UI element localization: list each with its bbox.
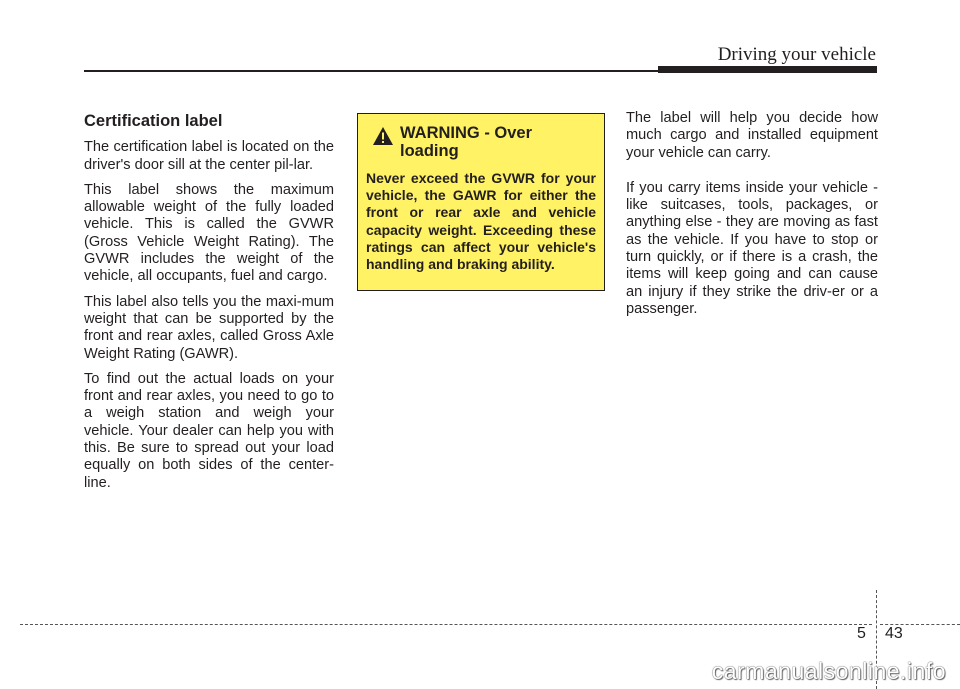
page-number: 43 <box>885 625 903 642</box>
left-column <box>84 110 334 500</box>
right-column <box>626 110 878 336</box>
warning-title <box>366 124 596 160</box>
warning-box <box>357 113 605 291</box>
paragraph: The certification label is located on the driver's door sill at the center pil-lar. <box>84 139 334 173</box>
paragraph: If you carry items inside your vehicle - like suitcases, tools, packages, or anything else - they are moving as fast as the vehicle. If you have to stop or turn quickly, or if there is a crash, the items will keep going and can cause an injury if they strike the driv-er or a passenger. <box>626 179 878 317</box>
section-heading: Certification label <box>84 112 223 130</box>
chapter-number: 5 <box>857 625 866 642</box>
paragraph: This label also tells you the maxi-mum weight that can be supported by the front and rear axles, called Gross Axle Weight Rating (GAWR). <box>84 293 334 362</box>
warning-heading: WARNING - Over loading <box>400 124 533 160</box>
warning-text: Never exceed the GVWR for your vehicle, the GAWR for either the front or rear axle and vehicle capacity weight. Exceeding these ratings can affect your vehicle's handling and braking ability. <box>366 170 596 273</box>
header-title: Driving your vehicle <box>717 44 876 65</box>
warning-triangle-icon <box>372 126 394 146</box>
header-rule-thick <box>658 66 877 73</box>
watermark: carmanualsonline.info <box>711 658 946 684</box>
header-rule <box>84 70 660 72</box>
paragraph: The label will help you decide how much cargo and installed equipment your vehicle can carry. <box>626 110 878 161</box>
footer-rule <box>20 624 872 625</box>
paragraph: To find out the actual loads on your front and rear axles, you need to go to a weigh station and weigh your vehicle. Your dealer can help you with this. Be sure to spread out your load equally on both sides of the center-line. <box>84 370 334 491</box>
paragraph: This label shows the maximum allowable weight of the fully loaded vehicle. This is called the GVWR (Gross Vehicle Weight Rating). The GVWR includes the weight of the vehicle, all occupants, fuel and cargo. <box>84 181 334 285</box>
